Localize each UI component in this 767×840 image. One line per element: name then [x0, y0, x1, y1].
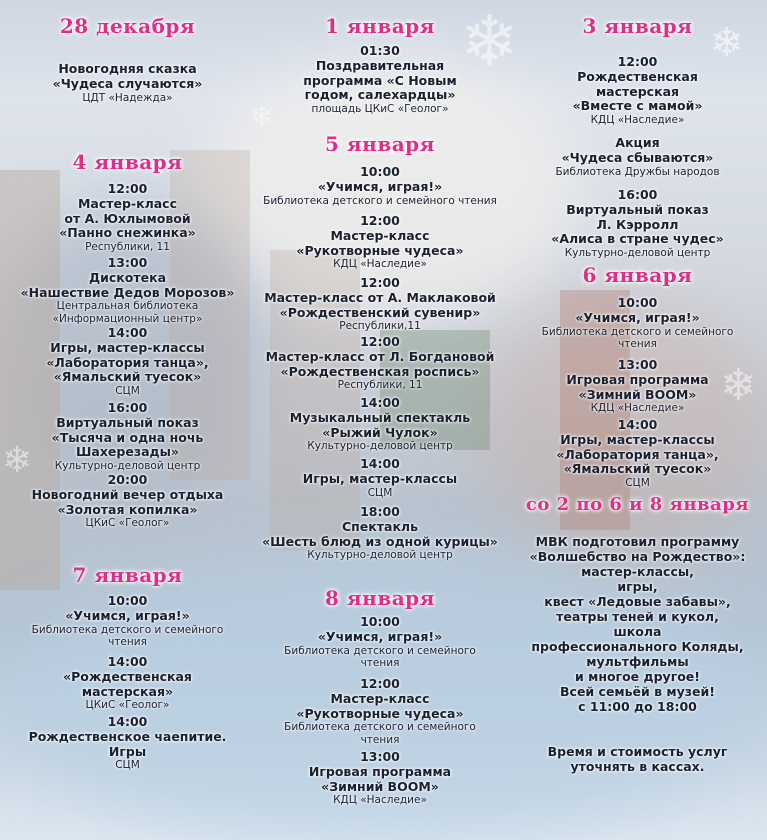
event-jan4-3	[10, 326, 245, 397]
event-place: Республики, 11	[85, 241, 170, 253]
event-place: Культурно-деловой центр	[307, 549, 453, 562]
event-title: Игровая программа	[308, 763, 452, 779]
event-title: Игровая программа	[566, 371, 709, 387]
event-title: Музыкальный спектакль	[289, 409, 471, 425]
event-title: «Учимся, играя!»	[575, 309, 700, 325]
event-time: 12:00	[360, 275, 400, 290]
event-time: 01:30	[360, 43, 400, 58]
event-jan7-2	[10, 655, 245, 712]
event-title: «Чудеса случаются»	[52, 75, 203, 91]
footer-line: уточнять в кассах.	[570, 759, 705, 774]
event-title: Шахерезады»	[75, 444, 179, 460]
event-title: «Нашествие Дедов Морозов»	[20, 284, 235, 300]
event-time: 13:00	[360, 749, 400, 764]
event-jan7-3	[10, 715, 245, 772]
event-jan1	[255, 44, 505, 115]
event-title: «Чудеса сбываются»	[561, 149, 714, 165]
event-place: КДЦ «Наследие»	[590, 402, 685, 415]
event-jan8-1	[255, 615, 505, 669]
event-title: Акция	[615, 135, 660, 150]
event-time: 10:00	[360, 614, 400, 629]
event-jan5-5	[255, 396, 505, 453]
event-title: «Лаборатория танца»,	[556, 446, 719, 462]
event-time: 16:00	[617, 187, 658, 202]
snowflake-icon: ❄	[710, 20, 744, 66]
event-title: Виртуальный показ	[566, 201, 709, 217]
event-place: Республики, 11	[337, 379, 423, 392]
program-line: и многое другое!	[575, 669, 700, 684]
event-time: 12:00	[617, 54, 658, 69]
event-jan5-4	[255, 335, 505, 392]
event-jan5-3	[255, 276, 505, 333]
date-jan3	[510, 14, 765, 38]
date-heading: 4 января	[72, 150, 183, 174]
program-line: мастер-классы,	[581, 564, 694, 579]
program-description	[510, 534, 765, 714]
event-title: «Учимся, играя!»	[317, 178, 443, 194]
event-place: чтения	[108, 635, 147, 648]
event-title: «Лаборатория танца»,	[46, 354, 209, 370]
event-title: Л. Кэрролл	[596, 216, 679, 232]
event-title: «Рождественский сувенир»	[279, 304, 481, 320]
event-title: «Ямальский туесок»	[53, 369, 202, 385]
event-place: ЦКиС «Геолог»	[85, 517, 170, 530]
event-time: 14:00	[617, 417, 658, 432]
column-right	[510, 0, 765, 840]
event-title: «Рыжий Чулок»	[322, 424, 438, 440]
event-time: 10:00	[360, 164, 400, 179]
event-time: 13:00	[617, 357, 658, 372]
event-time: 12:00	[360, 676, 400, 691]
event-title: «Зимний BOOM»	[321, 778, 439, 794]
event-title: «Зимний BOOM»	[578, 386, 697, 402]
date-heading: 28 декабря	[59, 14, 196, 38]
event-time: 10:00	[617, 295, 658, 310]
event-jan5-6	[255, 457, 505, 499]
program-line: с 11:00 до 18:00	[578, 699, 697, 714]
event-jan8-2	[255, 677, 505, 746]
program-line: театры теней и кукол,	[556, 609, 719, 624]
event-title: Мастер-класс	[330, 690, 430, 706]
event-title: Мастер-класс	[77, 195, 178, 211]
event-time: 12:00	[107, 181, 148, 196]
event-title: Игры, мастер-классы	[302, 470, 458, 486]
event-title: Игры	[108, 743, 147, 759]
event-title: «Учимся, играя!»	[317, 628, 443, 644]
event-time: 14:00	[107, 654, 148, 669]
event-place: чтения	[360, 733, 400, 746]
event-title: «Тысяча и одна ночь	[51, 429, 204, 445]
date-jan4	[10, 150, 245, 174]
event-place: чтения	[360, 656, 400, 669]
date-heading: 5 января	[325, 132, 435, 156]
event-time: 14:00	[360, 456, 400, 471]
event-place: СЦМ	[625, 477, 650, 489]
event-place: Культурно-деловой центр	[564, 247, 711, 259]
event-place: Культурно-деловой центр	[54, 460, 201, 472]
event-jan3-2	[510, 136, 765, 178]
date-heading: 6 января	[582, 263, 693, 287]
event-jan6-3	[510, 418, 765, 489]
event-place: КДЦ «Наследие»	[333, 794, 427, 807]
event-title: Новогодняя сказка	[58, 61, 197, 76]
event-title: от А. Юхлымовой	[64, 210, 191, 226]
event-time: 14:00	[360, 395, 400, 410]
event-place: Культурно-деловой центр	[307, 440, 453, 453]
event-title: «Рождественская	[63, 668, 192, 684]
event-place: Библиотека Дружбы народов	[555, 165, 720, 178]
event-jan5-7	[255, 505, 505, 562]
event-title: Игры, мастер-классы	[50, 339, 205, 355]
event-place: ЦКиС «Геолог»	[85, 699, 170, 712]
date-heading: 7 января	[72, 563, 183, 587]
event-jan5-2	[255, 214, 505, 271]
column-left	[10, 0, 245, 840]
event-jan4-2	[10, 256, 245, 325]
event-title: «Рукотворные чудеса»	[296, 242, 464, 258]
event-place: «Информационный центр»	[52, 312, 203, 325]
event-place: Библиотека детского и семейного	[31, 623, 224, 636]
event-title: «Шесть блюд из одной курицы»	[262, 533, 498, 549]
event-place: Библиотека детского и семейного	[284, 721, 476, 734]
footer-note	[510, 744, 765, 774]
date-heading: 8 января	[325, 586, 435, 610]
event-jan4-1	[10, 182, 245, 253]
event-time: 12:00	[360, 334, 400, 349]
event-title: Мастер-класс	[330, 227, 430, 243]
event-title: Спектакль	[342, 518, 418, 534]
event-jan3-3	[510, 188, 765, 259]
event-title: «Рукотворные чудеса»	[296, 705, 464, 721]
event-title: Мастер-класс от Л. Богдановой	[265, 348, 495, 364]
event-place: Библиотека детского и семейного	[284, 644, 476, 657]
event-place: чтения	[618, 337, 657, 350]
event-title: «Панно снежинка»	[59, 225, 196, 241]
date-jan5	[255, 132, 505, 156]
program-line: школа	[613, 624, 662, 639]
event-title: Дискотека	[88, 269, 166, 285]
event-place: СЦМ	[367, 486, 393, 499]
date-jan6	[510, 263, 765, 287]
event-title: Виртуальный показ	[56, 414, 199, 430]
program-line: МВК подготовил программу	[535, 534, 740, 549]
event-place: КДЦ «Наследие»	[590, 114, 685, 126]
column-middle	[255, 0, 505, 840]
event-place: Библиотека детского и семейного чтения	[263, 194, 497, 207]
date-heading: 3 января	[582, 14, 693, 38]
footer-line: Время и стоимость услуг	[547, 744, 728, 759]
event-time: 13:00	[107, 255, 148, 270]
snowflake-icon: ❄	[720, 360, 757, 411]
event-time: 10:00	[107, 593, 148, 608]
program-line: квест «Ледовые забавы»,	[544, 594, 731, 609]
event-title: мастерская»	[81, 683, 174, 699]
event-place: ЦДТ «Надежда»	[82, 91, 173, 104]
event-title: «Золотая копилка»	[57, 501, 198, 517]
date-jan8	[255, 586, 505, 610]
event-jan5-1	[255, 165, 505, 207]
date-range	[510, 494, 765, 515]
event-time: 14:00	[107, 714, 148, 729]
event-time: 14:00	[107, 325, 148, 340]
event-title: мастерская	[595, 83, 680, 99]
program-line: профессионального Коляды,	[531, 639, 744, 654]
event-title: «Алиса в стране чудес»	[551, 231, 724, 247]
program-line: Всей семьёй в музей!	[560, 684, 715, 699]
snowflake-icon: ❄	[2, 440, 33, 481]
event-jan8-3	[255, 750, 505, 807]
event-jan4-4	[10, 401, 245, 472]
event-title: Рождественская	[577, 68, 698, 84]
event-jan7-1	[10, 594, 245, 648]
date-jan1	[255, 14, 505, 38]
event-title: годом, салехардцы»	[304, 87, 456, 103]
event-place: Центральная библиотека	[56, 300, 199, 313]
event-title: Поздравительная	[315, 57, 445, 73]
event-jan6-2	[510, 358, 765, 415]
event-jan4-5	[10, 473, 245, 530]
event-title: «Вместе с мамой»	[572, 98, 703, 114]
date-jan7	[10, 563, 245, 587]
event-jan6-1	[510, 296, 765, 350]
event-title: Игры, мастер-классы	[560, 431, 715, 447]
program-line: мультфильмы	[586, 654, 689, 669]
event-place: КДЦ «Наследие»	[333, 258, 427, 271]
event-place: СЦМ	[115, 385, 140, 397]
event-place: площадь ЦКиС «Геолог»	[311, 103, 449, 115]
event-place: Библиотека детского и семейного	[541, 325, 734, 338]
snowflake-icon: ❄	[250, 100, 274, 133]
date-dec28	[10, 14, 245, 38]
event-title: «Учимся, играя!»	[65, 607, 190, 623]
event-time: 12:00	[360, 213, 400, 228]
snowflake-icon: ❄	[460, 0, 519, 82]
event-time: 16:00	[107, 400, 148, 415]
event-title: «Рождественская роспись»	[280, 363, 480, 379]
event-title: Мастер-класс от А. Маклаковой	[264, 289, 496, 305]
date-heading: 1 января	[325, 14, 435, 38]
event-time: 20:00	[107, 472, 148, 487]
event-title: Новогодний вечер отдыха	[31, 486, 224, 502]
event-title: Рождественское чаепитие.	[28, 728, 227, 744]
date-heading: со 2 по 6 и 8 января	[525, 494, 750, 515]
event-place: Республики,11	[339, 320, 421, 333]
event-jan3-1	[510, 55, 765, 126]
program-line: игры,	[617, 579, 658, 594]
program-line: «Волшебство на Рождество»:	[529, 549, 746, 564]
event-place: СЦМ	[115, 759, 140, 772]
event-title: программа «С Новым	[303, 72, 457, 88]
event-dec28	[10, 62, 245, 104]
event-title: «Ямальский туесок»	[563, 461, 712, 477]
event-time: 18:00	[360, 504, 400, 519]
